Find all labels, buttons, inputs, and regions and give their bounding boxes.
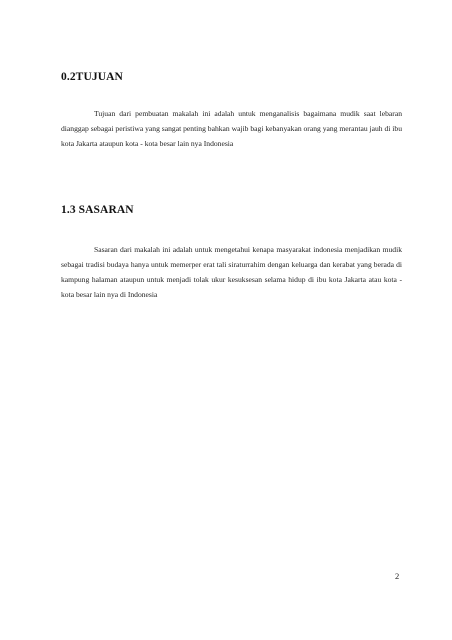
section-heading-tujuan: 0.2TUJUAN (61, 71, 123, 83)
page-number: 2 (395, 571, 400, 581)
section-body-sasaran: Sasaran dari makalah ini adalah untuk mengetahui kenapa masyarakat indonesia menjadikan mudik sebagai tradisi budaya hanya untuk memerper erat tali siraturrahim dengan keluarga dan kerabat yang berada di kampung halaman ataupun untuk menjadi tolak ukur kesuksesan selama hidup di ibu kota Jakarta atau kota - kota besar lain nya di Indonesia (61, 245, 402, 299)
section-body-tujuan: Tujuan dari pembuatan makalah ini adalah untuk menganalisis bagaimana mudik saat lebaran dianggap sebagai peristiwa yang sangat penting bahkan wajib bagi kebanyakan orang yang merantau jauh di ibu kota Jakarta ataupun kota - kota besar lain nya Indonesia (61, 109, 402, 148)
section-heading-sasaran: 1.3 SASARAN (61, 204, 134, 216)
